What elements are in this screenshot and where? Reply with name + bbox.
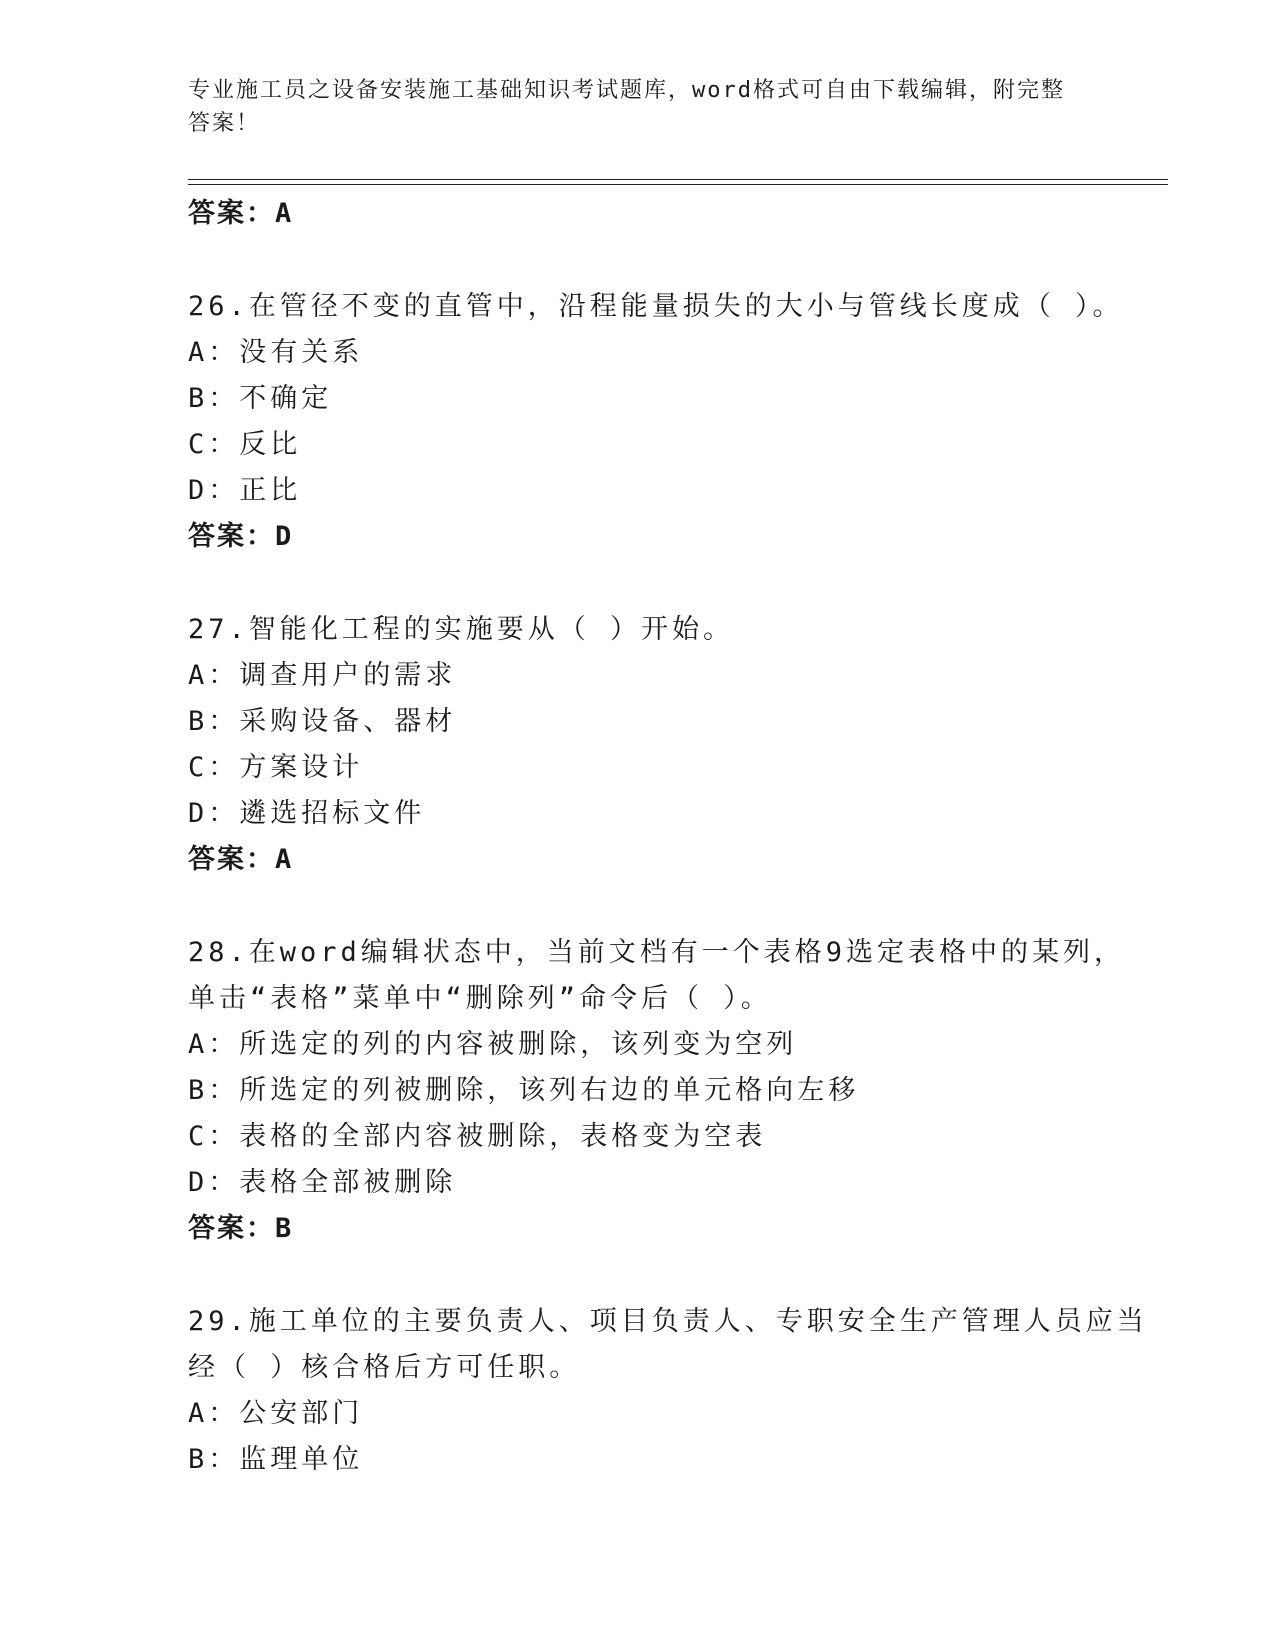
- option-a: A：所选定的列的内容被删除，该列变为空列: [188, 1029, 798, 1060]
- answer-line: 答案：B: [188, 1213, 294, 1244]
- option-d: D：遴选招标文件: [188, 798, 426, 829]
- question-text: 26.在管径不变的直管中，沿程能量损失的大小与管线长度成（ ）。: [188, 291, 1124, 322]
- option-b: B：监理单位: [188, 1444, 364, 1475]
- question-text: 29.施工单位的主要负责人、项目负责人、专职安全生产管理人员应当经（ ）核合格后方可任职。: [188, 1306, 1148, 1383]
- question-text: 28.在word编辑状态中，当前文档有一个表格9选定表格中的某列，单击“表格”菜单中“删除列”命令后（ ）。: [188, 937, 1126, 1014]
- header-divider-line: [188, 179, 1168, 180]
- question-text: 27.智能化工程的实施要从（ ）开始。: [188, 614, 735, 645]
- option-a: A：没有关系: [188, 337, 364, 368]
- option-d: D：正比: [188, 475, 302, 506]
- option-c: C：表格的全部内容被删除，表格变为空表: [188, 1121, 767, 1152]
- option-b: B：采购设备、器材: [188, 706, 457, 737]
- option-a: A：公安部门: [188, 1398, 364, 1429]
- answer-line: 答案：D: [188, 521, 294, 552]
- answer-line: 答案：A: [188, 198, 294, 229]
- option-a: A：调查用户的需求: [188, 660, 457, 691]
- document-header: 专业施工员之设备安装施工基础知识考试题库，word格式可自由下载编辑，附完整答案！: [188, 78, 1065, 136]
- answer-line: 答案：A: [188, 844, 294, 875]
- question-list: [188, 191, 1148, 1483]
- option-c: C：反比: [188, 429, 302, 460]
- option-c: C：方案设计: [188, 752, 364, 783]
- option-b: B：所选定的列被删除，该列右边的单元格向左移: [188, 1075, 860, 1106]
- option-b: B：不确定: [188, 383, 333, 414]
- header-divider-line-double: [188, 184, 1168, 185]
- option-d: D：表格全部被删除: [188, 1167, 457, 1198]
